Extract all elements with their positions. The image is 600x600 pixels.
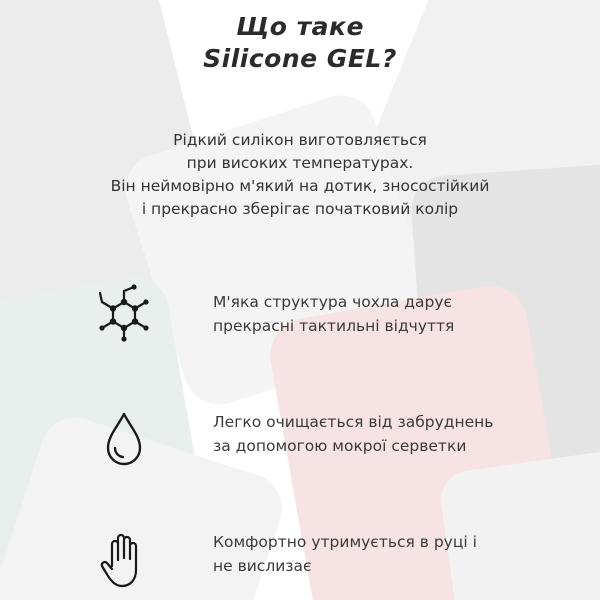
intro-line: при високих температурах.: [186, 154, 414, 172]
page-title-line-1: Що таке: [236, 12, 364, 41]
feature-text-line: прекрасні тактильні відчуття: [213, 317, 455, 335]
water-drop-icon: [96, 408, 152, 472]
feature-text-line: Комфортно утримується в руці і: [213, 533, 477, 551]
intro-line: Рідкий силікон виготовляється: [173, 131, 427, 149]
feature-text-line: не вислизає: [213, 557, 312, 575]
feature-text: [213, 290, 573, 338]
intro-line: Він неймовірно м'який на дотик, зносостійкий: [110, 177, 490, 195]
intro-line: і прекрасно зберігає початковий колір: [141, 200, 459, 218]
feature-comfortable-grip: [0, 520, 600, 600]
feature-text: [213, 410, 573, 458]
feature-text-line: Легко очищається від забруднень: [213, 413, 494, 431]
feature-easy-clean: [0, 398, 600, 478]
intro-paragraph: [40, 129, 560, 221]
hand-icon: [96, 528, 152, 592]
feature-soft-structure: [0, 280, 600, 360]
feature-text: [213, 530, 573, 578]
page-title-line-2: Silicone GEL?: [203, 44, 397, 73]
feature-text-line: М'яка структура чохла дарує: [213, 293, 453, 311]
feature-text-line: за допомогою мокрої серветки: [213, 437, 467, 455]
molecule-icon: [96, 284, 152, 348]
